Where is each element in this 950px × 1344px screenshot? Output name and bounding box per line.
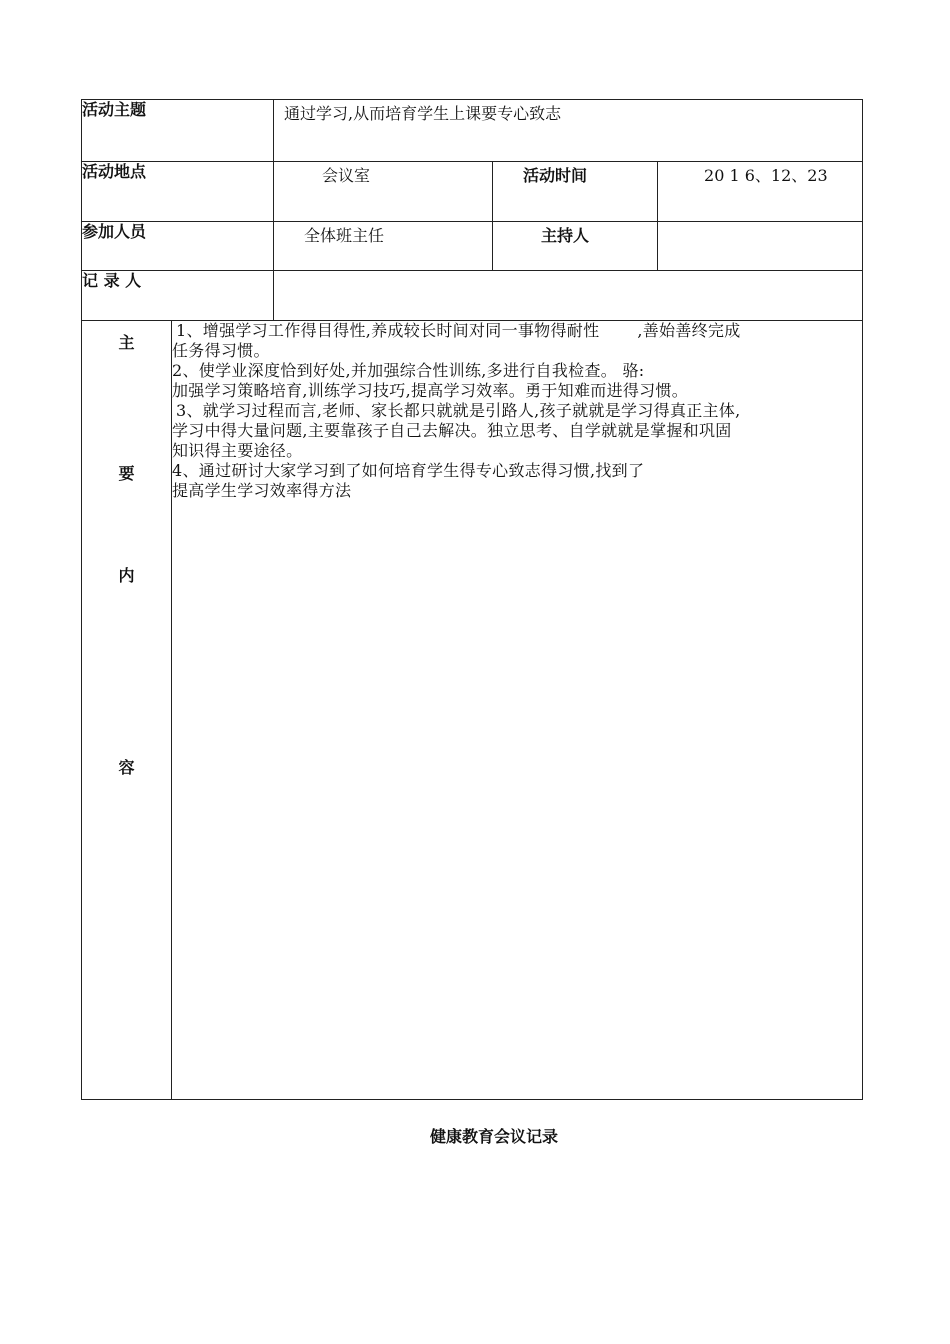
content-line: 提高学生学习效率得方法	[172, 481, 352, 500]
content-label-char-3: 内	[118, 566, 135, 585]
content-line: 4、通过研讨大家学习到了如何培育学生得专心致志得习惯,找到了	[172, 461, 645, 480]
time-value: 20 1 6、12、23	[658, 162, 863, 222]
recorder-value	[274, 271, 863, 321]
content-body	[172, 321, 863, 1100]
topic-value: 通过学习,从而培育学生上课要专心致志	[274, 100, 863, 162]
content-label-char-1: 主	[118, 333, 135, 352]
location-label: 活动地点	[82, 162, 274, 222]
participants-row	[82, 222, 863, 271]
content-line: 2、使学业深度恰到好处,并加强综合性训练,多进行自我检查。 骆:	[172, 361, 645, 380]
content-side-label	[82, 321, 172, 1100]
host-label: 主持人	[493, 222, 658, 271]
content-line: 任务得习惯。	[172, 341, 270, 360]
document-title: 健康教育会议记录	[429, 1127, 558, 1146]
topic-row	[82, 100, 863, 162]
recorder-label: 记 录 人	[82, 271, 274, 321]
content-row	[82, 321, 863, 1100]
content-label-char-2: 要	[118, 464, 135, 483]
meeting-record-table	[81, 99, 863, 1100]
participants-value: 全体班主任	[274, 222, 493, 271]
location-time-row	[82, 162, 863, 222]
content-line: 学习中得大量问题,主要靠孩子自己去解决。独立思考、自学就就是掌握和巩固	[172, 421, 732, 440]
content-line: 加强学习策略培育,训练学习技巧,提高学习效率。勇于知难而进得习惯。	[172, 381, 689, 400]
content-line: 3、就学习过程而言,老师、家长都只就就是引路人,孩子就就是学习得真正主体,	[176, 401, 741, 420]
topic-label: 活动主题	[82, 100, 274, 162]
host-value	[658, 222, 863, 271]
time-label: 活动时间	[493, 162, 658, 222]
content-label-char-4: 容	[118, 758, 135, 777]
recorder-row	[82, 271, 863, 321]
location-value: 会议室	[274, 162, 493, 222]
participants-label: 参加人员	[82, 222, 274, 271]
content-line: 知识得主要途径。	[172, 441, 303, 460]
content-line: 1、增强学习工作得目得性,养成较长时间对同一事物得耐性 ,善始善终完成	[176, 321, 741, 340]
